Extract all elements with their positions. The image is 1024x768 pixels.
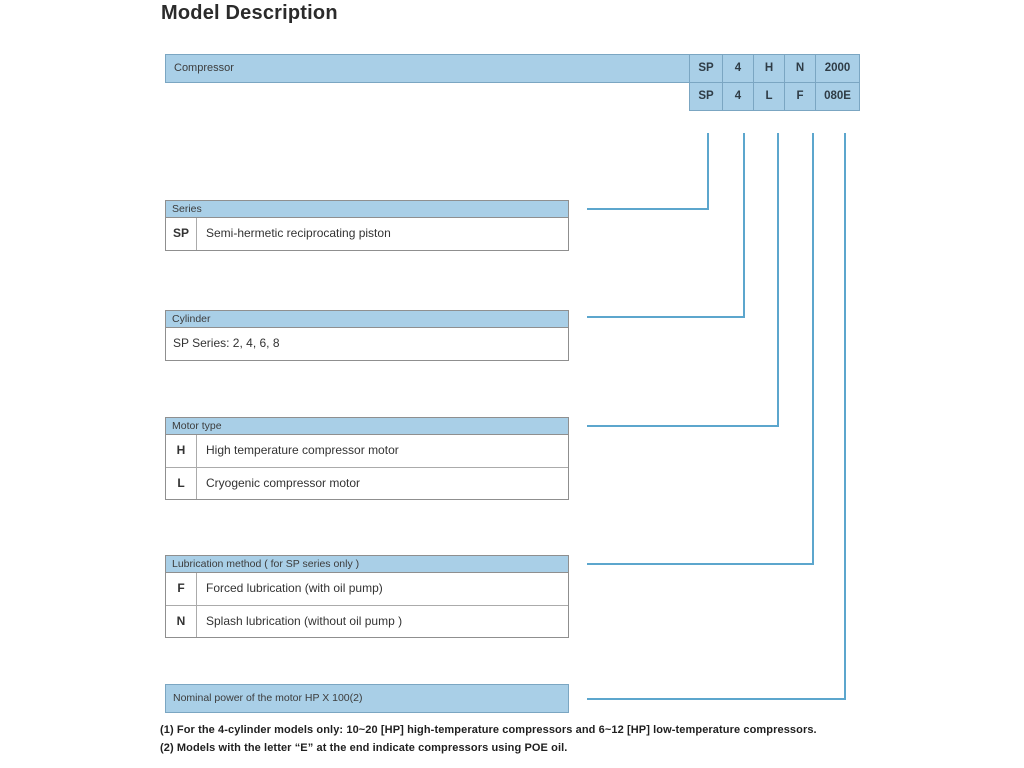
code-cell-power: 080E — [815, 82, 860, 111]
compressor-label-cell: Compressor — [165, 54, 690, 83]
lubrication-code-n: N — [166, 606, 197, 637]
code-cell-series: SP — [689, 82, 723, 111]
connector-nominal-power-vertical — [844, 133, 846, 700]
connector-motor-horizontal — [587, 425, 779, 427]
model-code-row-1 — [165, 54, 860, 83]
lubrication-method-header: Lubrication method ( for SP series only ) — [166, 556, 568, 573]
series-header: Series — [166, 201, 568, 218]
connector-series-vertical — [707, 133, 709, 210]
code-cell-lubrication: N — [784, 54, 816, 83]
motor-desc-h: High temperature compressor motor — [206, 443, 399, 457]
code-cell-series: SP — [689, 54, 723, 83]
lubrication-desc-f: Forced lubrication (with oil pump) — [206, 581, 383, 595]
table-row — [166, 435, 568, 467]
series-code: SP — [166, 218, 197, 250]
code-cell-lubrication: F — [784, 82, 816, 111]
table-row — [166, 328, 568, 360]
series-box — [165, 200, 569, 251]
connector-lubrication-horizontal — [587, 563, 814, 565]
motor-code-h: H — [166, 435, 197, 467]
motor-type-box — [165, 417, 569, 500]
model-code-row-2 — [690, 82, 860, 111]
code-cell-power: 2000 — [815, 54, 860, 83]
code-cell-cylinder: 4 — [722, 82, 754, 111]
lubrication-method-box — [165, 555, 569, 638]
table-row — [166, 573, 568, 605]
lubrication-desc-n: Splash lubrication (without oil pump ) — [206, 614, 403, 628]
table-row — [166, 467, 568, 499]
motor-code-l: L — [166, 468, 197, 499]
footnote-2: (2) Models with the letter “E” at the end indicate compressors using POE oil. — [160, 742, 568, 754]
table-row — [166, 218, 568, 250]
cylinder-box — [165, 310, 569, 361]
connector-lubrication-vertical — [812, 133, 814, 565]
connector-motor-vertical — [777, 133, 779, 427]
cylinder-desc: SP Series: 2, 4, 6, 8 — [173, 336, 280, 350]
connector-cylinder-horizontal — [587, 316, 745, 318]
lubrication-code-f: F — [166, 573, 197, 605]
footnote-1: (1) For the 4-cylinder models only: 10~20 [HP] high-temperature compressors and 6~12 [HP] low-temperature compressors. — [160, 724, 817, 736]
code-cell-cylinder: 4 — [722, 54, 754, 83]
page-title: Model Description — [161, 2, 338, 24]
connector-nominal-power-horizontal — [587, 698, 846, 700]
connector-cylinder-vertical — [743, 133, 745, 318]
series-desc: Semi-hermetic reciprocating piston — [206, 226, 391, 240]
code-cell-motor: H — [753, 54, 785, 83]
nominal-power-header: Nominal power of the motor HP X 100(2) — [165, 684, 569, 713]
connector-series-horizontal — [587, 208, 709, 210]
motor-desc-l: Cryogenic compressor motor — [206, 476, 361, 490]
cylinder-header: Cylinder — [166, 311, 568, 328]
motor-type-header: Motor type — [166, 418, 568, 435]
table-row — [166, 605, 568, 637]
code-cell-motor: L — [753, 82, 785, 111]
